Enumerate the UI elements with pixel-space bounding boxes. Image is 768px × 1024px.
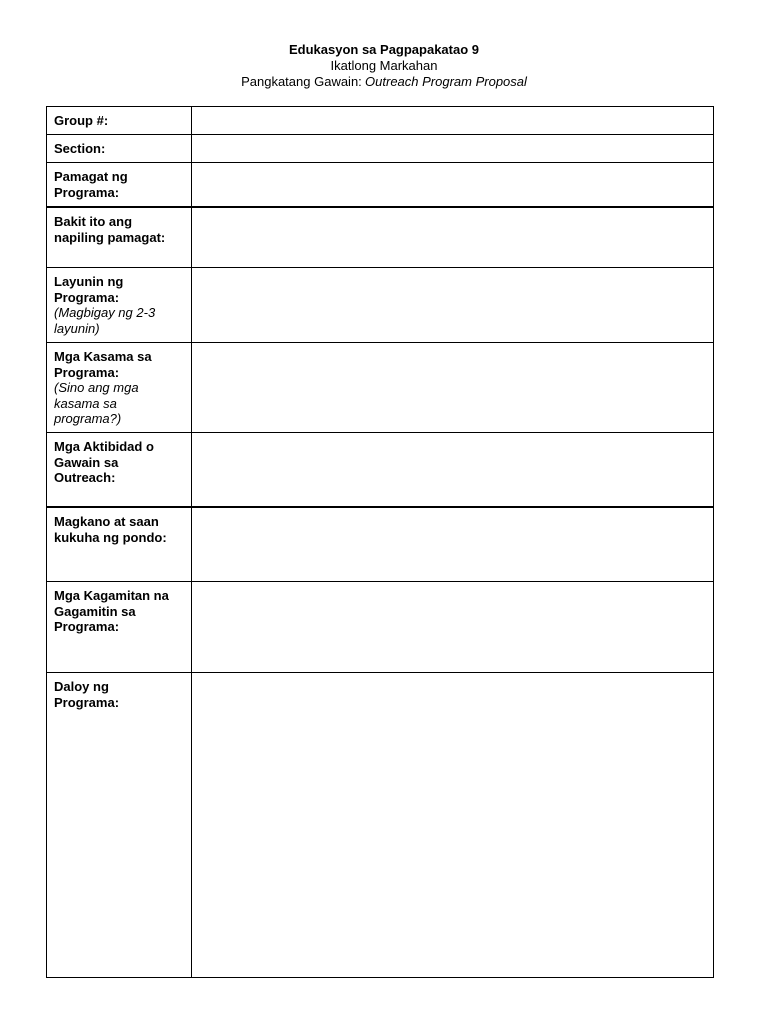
label-cell bbox=[47, 107, 192, 134]
value-cell-materials bbox=[192, 582, 713, 672]
label-cell bbox=[47, 268, 192, 342]
label-cell bbox=[47, 582, 192, 672]
label-text: Programa: bbox=[54, 289, 120, 305]
activity-title: Outreach Program Proposal bbox=[365, 74, 527, 89]
label-text: napiling pamagat: bbox=[54, 229, 166, 245]
label-text: Layunin ng bbox=[54, 274, 124, 289]
value-cell-participants bbox=[192, 343, 713, 432]
form-row-materials bbox=[47, 582, 713, 673]
label-note: (Magbigay ng 2-3 bbox=[54, 305, 156, 320]
label-text: Section: bbox=[54, 141, 106, 156]
label-text: Magkano at saan bbox=[54, 514, 159, 529]
form-row-program-title bbox=[47, 163, 713, 208]
form-row-objectives bbox=[47, 268, 713, 343]
label-cell bbox=[47, 433, 192, 506]
form-row-funding bbox=[47, 508, 713, 582]
value-cell-program-title bbox=[192, 163, 713, 206]
label-text: Daloy ng bbox=[54, 679, 109, 694]
label-text: Bakit ito ang bbox=[54, 214, 133, 229]
label-text: Gagamitin sa bbox=[54, 603, 136, 619]
label-cell bbox=[47, 135, 192, 162]
label-cell bbox=[47, 508, 192, 581]
label-text: Programa: bbox=[54, 694, 120, 710]
label-note: programa?) bbox=[54, 411, 122, 426]
label-text: Mga Aktibidad o bbox=[54, 439, 154, 454]
label-text: Pamagat ng bbox=[54, 169, 128, 184]
label-cell bbox=[47, 163, 192, 206]
label-text: Mga Kagamitan na bbox=[54, 588, 169, 603]
label-note: layunin) bbox=[54, 320, 100, 336]
value-cell-program-flow bbox=[192, 673, 713, 977]
value-cell-activities bbox=[192, 433, 713, 506]
label-text: Group #: bbox=[54, 113, 109, 128]
form-row-title-reason bbox=[47, 208, 713, 268]
activity-line bbox=[0, 74, 768, 90]
label-text: Programa: bbox=[54, 184, 120, 200]
label-cell bbox=[47, 208, 192, 267]
subject-title: Edukasyon sa Pagpapakatao 9 bbox=[288, 42, 480, 57]
value-cell-title-reason bbox=[192, 208, 713, 267]
value-cell-funding bbox=[192, 508, 713, 581]
label-text: Gawain sa bbox=[54, 454, 119, 470]
form-row-group bbox=[47, 107, 713, 135]
label-text: Programa: bbox=[54, 364, 120, 380]
form-row-section bbox=[47, 135, 713, 163]
value-cell-group bbox=[192, 107, 713, 134]
proposal-form-table bbox=[46, 106, 714, 978]
label-text: Mga Kasama sa bbox=[54, 349, 152, 364]
form-row-participants bbox=[47, 343, 713, 433]
value-cell-section bbox=[192, 135, 713, 162]
value-cell-objectives bbox=[192, 268, 713, 342]
activity-prefix: Pangkatang Gawain: bbox=[241, 74, 362, 89]
document-header bbox=[0, 42, 768, 90]
label-text: Programa: bbox=[54, 619, 120, 634]
quarter-label: Ikatlong Markahan bbox=[330, 58, 438, 73]
form-row-activities bbox=[47, 433, 713, 508]
label-note: kasama sa bbox=[54, 395, 117, 411]
form-row-program-flow bbox=[47, 673, 713, 977]
label-cell bbox=[47, 343, 192, 432]
label-text: Outreach: bbox=[54, 470, 116, 485]
label-cell bbox=[47, 673, 192, 977]
label-text: kukuha ng pondo: bbox=[54, 529, 167, 545]
label-note: (Sino ang mga bbox=[54, 380, 139, 395]
